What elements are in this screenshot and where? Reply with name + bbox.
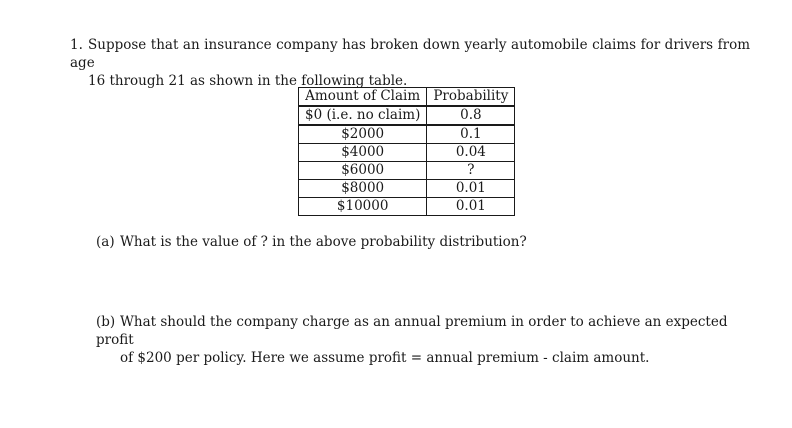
problem-statement bbox=[70, 36, 750, 90]
part-b-text-line-1: What should the company charge as an annual premium in order to achieve an expected profit bbox=[96, 314, 728, 348]
problem-number: 1. bbox=[70, 37, 83, 53]
header-amount-of-claim: Amount of Claim bbox=[299, 88, 427, 107]
problem-text-line-1: Suppose that an insurance company has broken down yearly automobile claims for drivers from age bbox=[70, 37, 750, 71]
problem-text-line-2: 16 through 21 as shown in the following table. bbox=[88, 73, 408, 89]
cell-amount: $8000 bbox=[299, 180, 427, 198]
table-row bbox=[299, 198, 515, 216]
problem-line-1 bbox=[70, 36, 750, 72]
table-row bbox=[299, 180, 515, 198]
cell-amount: $10000 bbox=[299, 198, 427, 216]
table-row bbox=[299, 106, 515, 125]
cell-amount: $4000 bbox=[299, 144, 427, 162]
cell-probability: 0.01 bbox=[427, 180, 515, 198]
cell-probability: 0.1 bbox=[427, 125, 515, 144]
header-probability: Probability bbox=[427, 88, 515, 107]
part-b-line-1 bbox=[96, 313, 736, 349]
cell-amount: $2000 bbox=[299, 125, 427, 144]
table-row bbox=[299, 144, 515, 162]
part-a-label: (a) bbox=[96, 234, 115, 250]
cell-probability: 0.04 bbox=[427, 144, 515, 162]
cell-amount: $6000 bbox=[299, 162, 427, 180]
part-a-text: What is the value of ? in the above probability distribution? bbox=[120, 234, 527, 250]
table-header-row bbox=[299, 88, 515, 107]
cell-probability: 0.8 bbox=[427, 106, 515, 125]
table-row bbox=[299, 125, 515, 144]
part-b-text-line-2: of $200 per policy. Here we assume profit = annual premium - claim amount. bbox=[120, 350, 650, 366]
cell-probability: ? bbox=[427, 162, 515, 180]
part-b bbox=[96, 313, 736, 367]
cell-amount: $0 (i.e. no claim) bbox=[299, 106, 427, 125]
part-b-label: (b) bbox=[96, 314, 116, 330]
part-a bbox=[96, 233, 736, 251]
cell-probability: 0.01 bbox=[427, 198, 515, 216]
claims-table bbox=[298, 87, 515, 216]
table-row bbox=[299, 162, 515, 180]
